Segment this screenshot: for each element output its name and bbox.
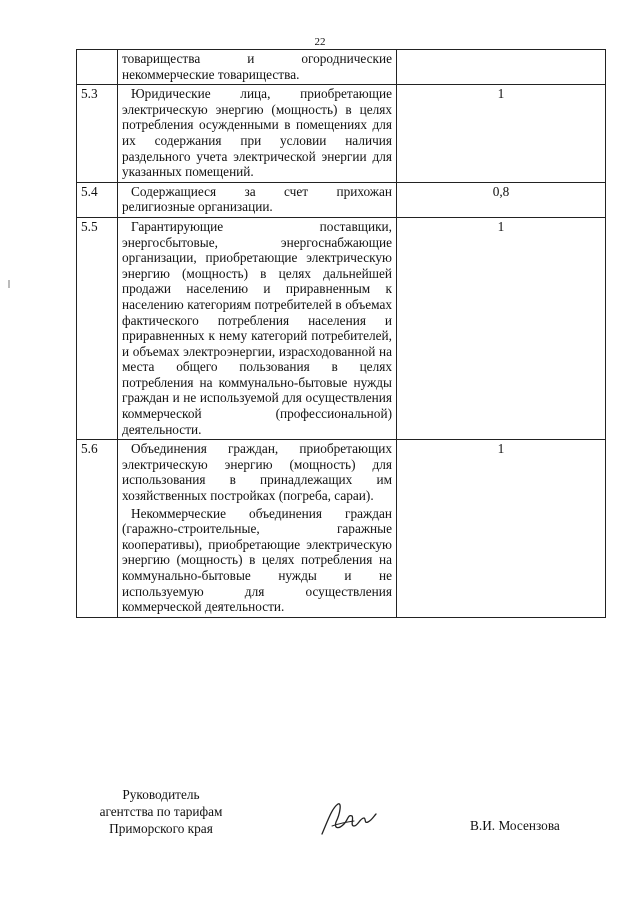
table-row bbox=[77, 182, 606, 217]
row-description bbox=[118, 85, 397, 183]
row-description-text: Юридические лица, приобретающие электрическую энергию (мощность) в целях потребления осужденными в помещениях для их содержания при условии наличия раздельного учета электрической энергии для указанных помещений. bbox=[122, 86, 392, 180]
signature-mark bbox=[318, 800, 380, 840]
signatory-title-line: Руководитель bbox=[122, 787, 200, 802]
table-row bbox=[77, 50, 606, 85]
page-number: 22 bbox=[314, 36, 326, 48]
row-description bbox=[118, 182, 397, 217]
row-description bbox=[118, 50, 397, 85]
row-number: 5.3 bbox=[77, 85, 118, 183]
row-coefficient: 0,8 bbox=[397, 182, 606, 217]
row-number: 5.5 bbox=[77, 217, 118, 439]
row-description bbox=[118, 217, 397, 439]
row-coefficient: 1 bbox=[397, 440, 606, 618]
row-coefficient bbox=[397, 50, 606, 85]
row-description-text: Содержащиеся за счет прихожан религиозные организации. bbox=[122, 183, 392, 215]
margin-mark bbox=[8, 280, 10, 288]
signatory-title-line: Приморского края bbox=[109, 821, 213, 836]
row-description-text: товарищества и огороднические некоммерческие товарищества. bbox=[122, 51, 392, 82]
row-description-text: Некоммерческие объединения граждан (гаражно-строительные, гаражные кооперативы), приобретающие электрическую энергию (мощность) в целях потребления на коммунально-бытовые нужды и не используемую для осуществления коммерческой деятельности. bbox=[122, 505, 392, 615]
row-number: 5.6 bbox=[77, 440, 118, 618]
row-description-text: Объединения граждан, приобретающих электрическую энергию (мощность) для использования в принадлежащих им хозяйственных постройках (погреба, сараи). bbox=[122, 441, 392, 504]
signatory-title bbox=[76, 786, 246, 837]
row-description bbox=[118, 440, 397, 618]
signatory-title-line: агентства по тарифам bbox=[99, 804, 223, 819]
row-coefficient: 1 bbox=[397, 85, 606, 183]
signatory-name: В.И. Мосензова bbox=[470, 818, 560, 833]
table-row bbox=[77, 217, 606, 439]
table-row bbox=[77, 440, 606, 618]
row-description-text: Гарантирующие поставщики, энергосбытовые, энергоснабжающие организации, приобретающие электрическую энергию (мощность) в целях дальнейшей продажи населению и приравненным к населению категориям потребителей в объемах фактического потребления населения и приравненных к нему категорий потребителей, и объемах электроэнергии, израсходованной на места общего пользования в целях потребления на коммунально-бытовые нужды граждан и не используемой для осуществления коммерческой (профессиональной) деятельности. bbox=[122, 218, 392, 437]
tariff-table bbox=[76, 49, 606, 618]
row-number bbox=[77, 50, 118, 85]
table-row bbox=[77, 85, 606, 183]
row-coefficient: 1 bbox=[397, 217, 606, 439]
row-number: 5.4 bbox=[77, 182, 118, 217]
